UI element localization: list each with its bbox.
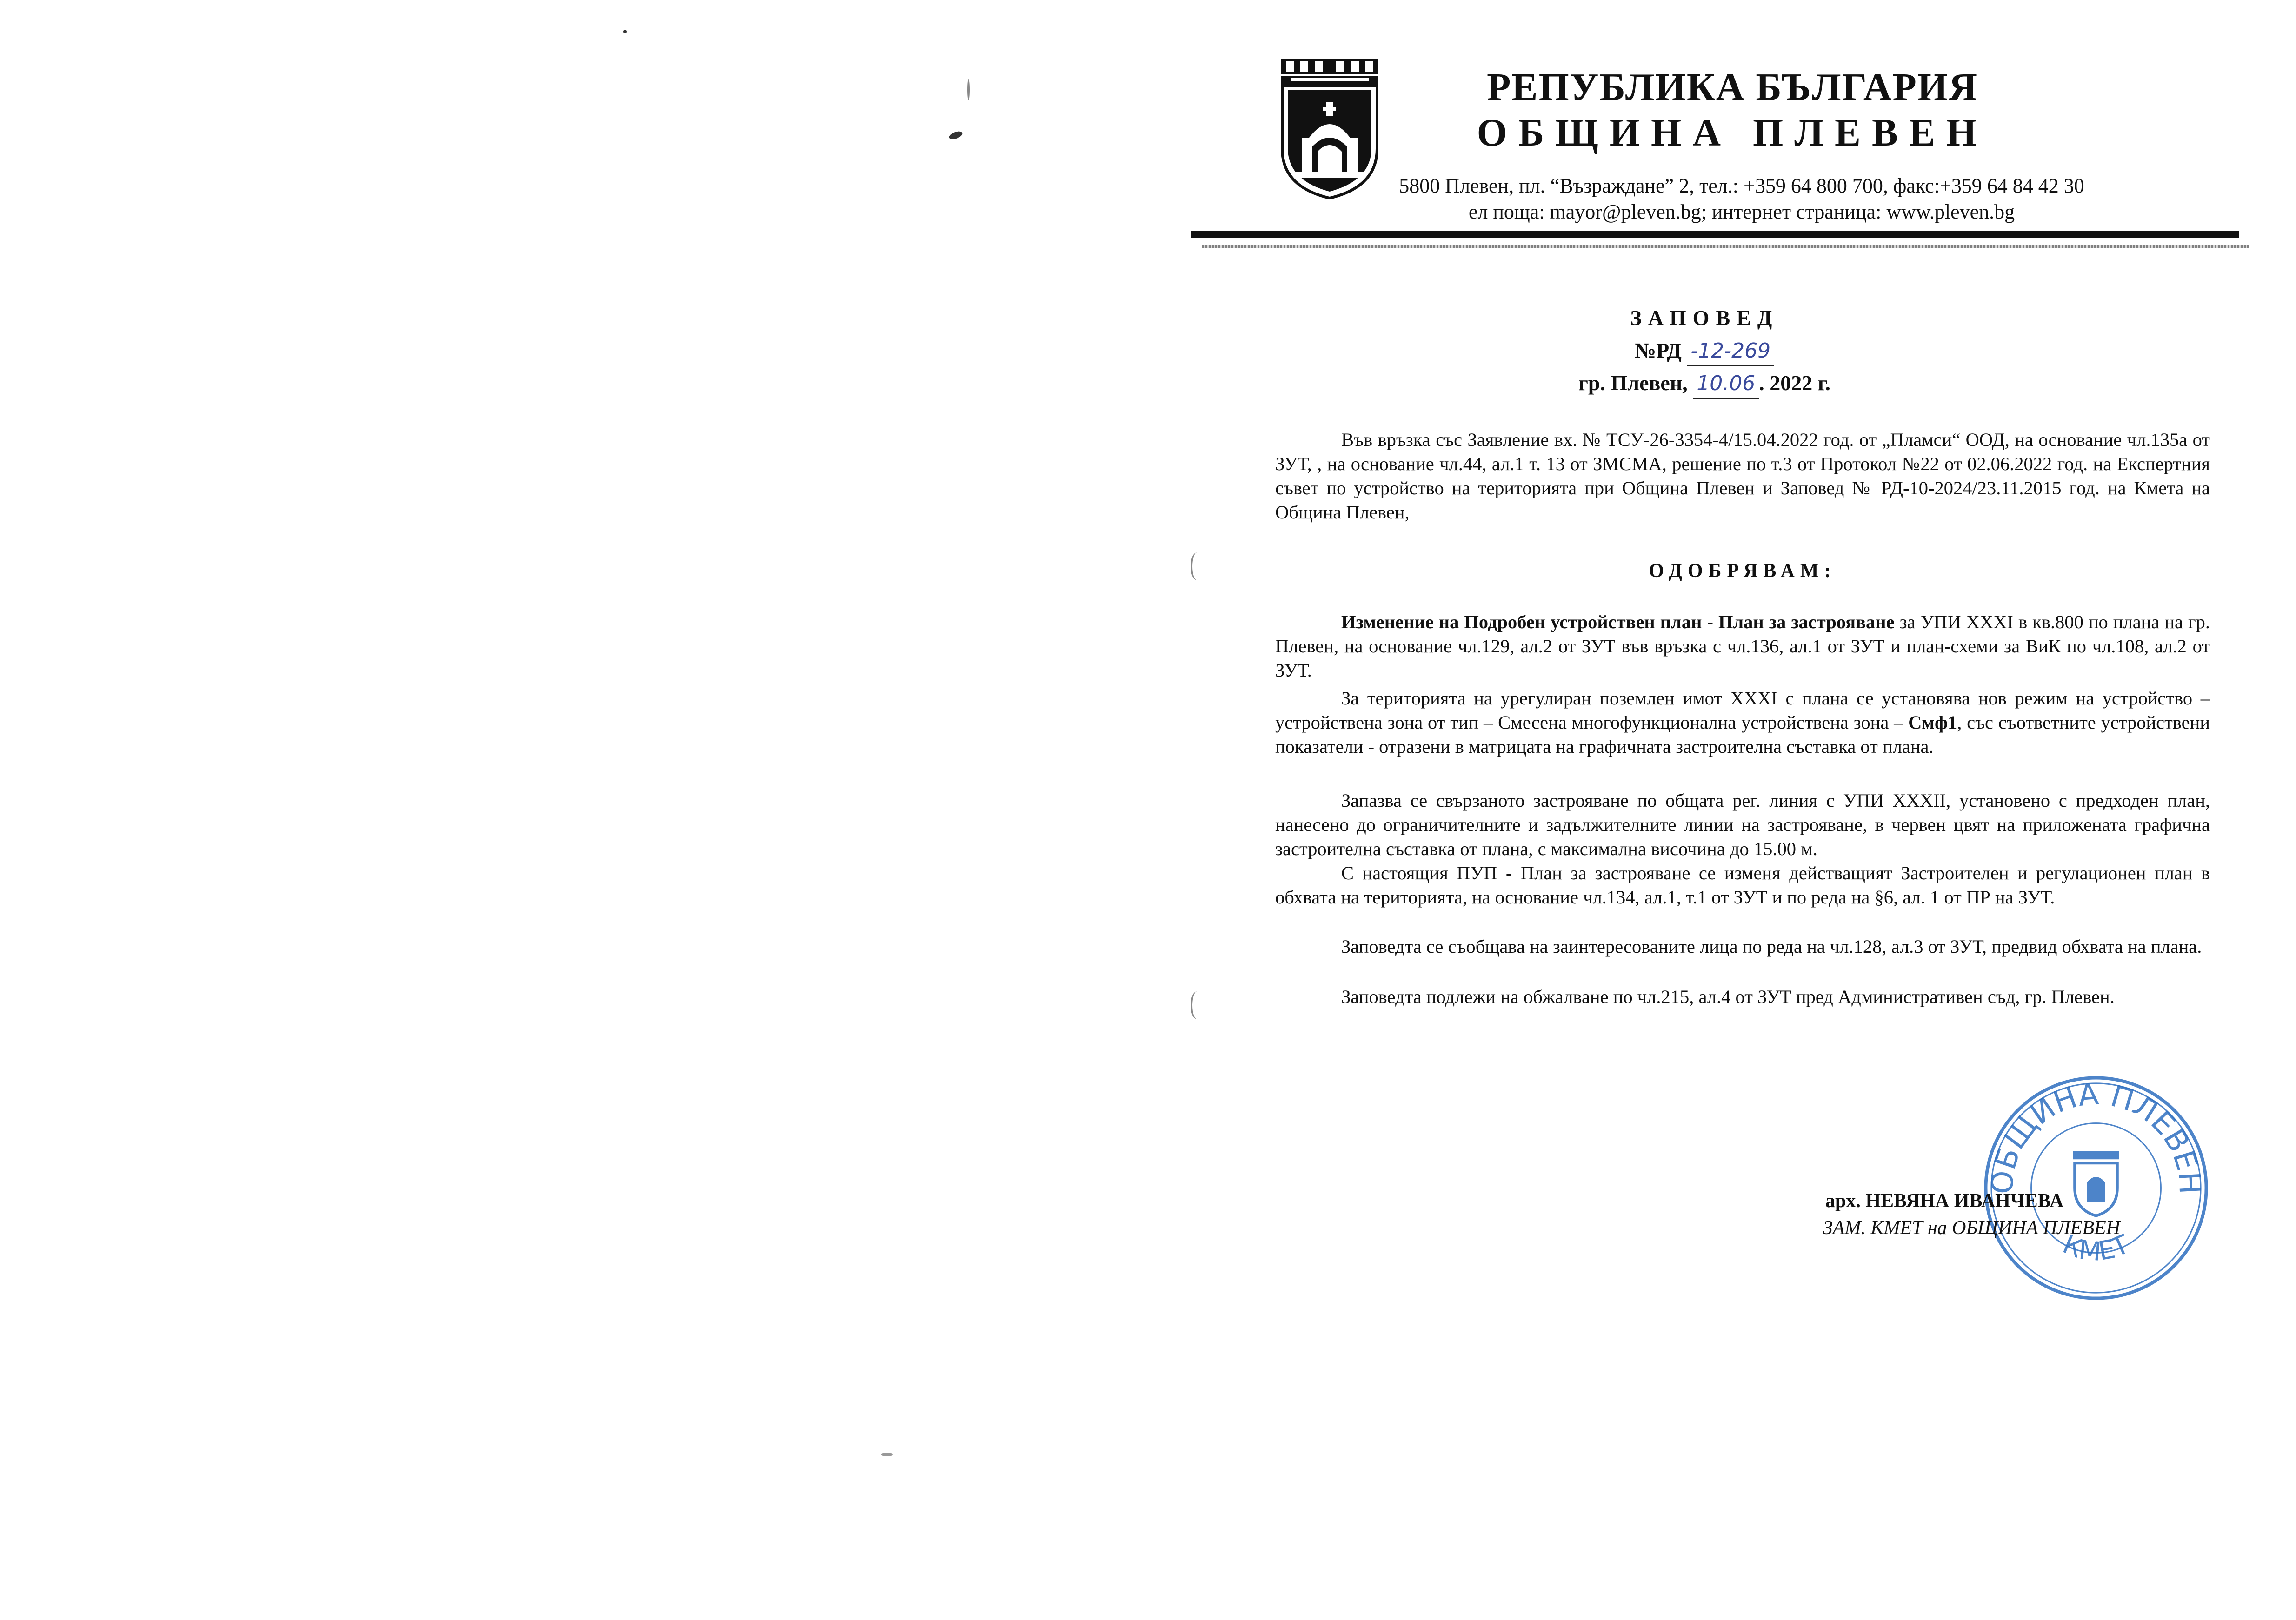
punch-hole-mark <box>1191 552 1204 580</box>
scan-speck <box>948 130 964 140</box>
zone-code: Смф1 <box>1908 712 1957 733</box>
punch-hole-mark <box>1191 991 1204 1019</box>
header-rule <box>1191 231 2239 238</box>
paragraph-building-line: Запазва се свързаното застрояване по общата рег. линия с УПИ XXXII, установено с предходен план, нанесено до ограничителните и задължителните линии на застрояване, в червен цвят на приложената графична застроителна съставка от плана, с максимална височина до 15.00 м. <box>1275 790 2210 859</box>
republic-title: РЕПУБЛИКА БЪЛГАРИЯ <box>1487 66 1978 109</box>
letterhead-address: 5800 Плевен, пл. “Възраждане” 2, тел.: +359 64 800 700, факс:+359 64 84 42 30 <box>1399 174 2084 197</box>
zone-text-start: За територията на урегулиран поземлен имот XXXI с плана се установява нов режим на устройство – устройствена зона от тип – Смесена многофункционална устройствена зона – <box>1275 688 2210 733</box>
signatory-title: ЗАМ. КМЕТ на ОБЩИНА ПЛЕВЕН <box>1823 1217 2120 1239</box>
stamp-bottom-text: КМЕТ <box>2058 1229 2134 1268</box>
intro-paragraph: Във връзка със Заявление вх. № ТСУ-26-3354-4/15.04.2022 год. от „Пламси“ ООД, на основание чл.135а от ЗУТ, , на основание чл.44, ал.1 т. 13 от ЗМСМА, решение по т.3 от Протокол №22 от 02.06.2022 год. на Експертния съвет по устройство на територията при Община Плевен и Заповед № РД-10-2024/23.11.2015 год. на Кмета на Община Плевен, <box>1275 429 2210 523</box>
signatory-name: арх. НЕВЯНА ИВАНЧЕВА <box>1825 1190 2064 1212</box>
coat-of-arms-logo <box>1277 56 1383 201</box>
order-date-handwritten: 10.06 <box>1693 370 1759 399</box>
order-title: ЗАПОВЕД <box>1630 306 1779 330</box>
letterhead-contacts: ел поща: mayor@pleven.bg; интернет страница: www.pleven.bg <box>1468 200 2015 223</box>
paragraph-notification: Заповедта се съобщава на заинтересованите лица по реда на чл.128, ал.3 от ЗУТ, предвид обхвата на плана. <box>1341 936 2202 957</box>
paragraph-zone <box>1275 686 2210 759</box>
header-rule-dotted <box>1202 245 2249 248</box>
zone-text-end: , със съответните устройствени показатели - отразени в матрицата на графичната застроителна съставка от плана. <box>1275 712 2210 757</box>
approve-heading: ОДОБРЯВАМ: <box>1649 560 1837 582</box>
plan-change-bold: Изменение на Подробен устройствен план - План за застрояване <box>1341 611 1895 632</box>
paragraph-appeal: Заповедта подлежи на обжалване по чл.215, ал.4 от ЗУТ пред Административен съд, гр. Плевен. <box>1341 986 2115 1007</box>
order-city: гр. Плевен, <box>1578 371 1688 395</box>
paragraph-plan-change <box>1275 610 2210 683</box>
order-number-prefix: №РД <box>1634 339 1682 362</box>
plan-change-text: за УПИ XXXI в кв.800 по плана на гр. Плевен, на основание чл.129, ал.2 от ЗУТ във връзка с чл.136, ал.1 от ЗУТ и план-схеми за ВиК по чл.108, ал.2 от ЗУТ. <box>1275 611 2210 681</box>
order-number <box>1391 337 2018 366</box>
official-stamp <box>1980 1072 2212 1304</box>
scan-speck <box>623 30 627 33</box>
paragraph-pup-change: С настоящия ПУП - План за застрояване се изменя действащият Застроителен и регулационен план в обхвата на територията, на основание чл.134, ал.1, т.1 от ЗУТ и по реда на §6, ал. 1 от ПР на ЗУТ. <box>1275 863 2210 908</box>
scan-speck <box>881 1453 893 1456</box>
scan-speck <box>967 79 970 100</box>
order-year: . 2022 г. <box>1759 371 1830 395</box>
order-place-date <box>1391 369 2018 399</box>
stamp-top-text: ОБЩИНА ПЛЕВЕН <box>1985 1077 2207 1195</box>
order-number-handwritten: -12-269 <box>1687 337 1774 366</box>
municipality-title: ОБЩИНА ПЛЕВЕН <box>1477 111 1988 154</box>
